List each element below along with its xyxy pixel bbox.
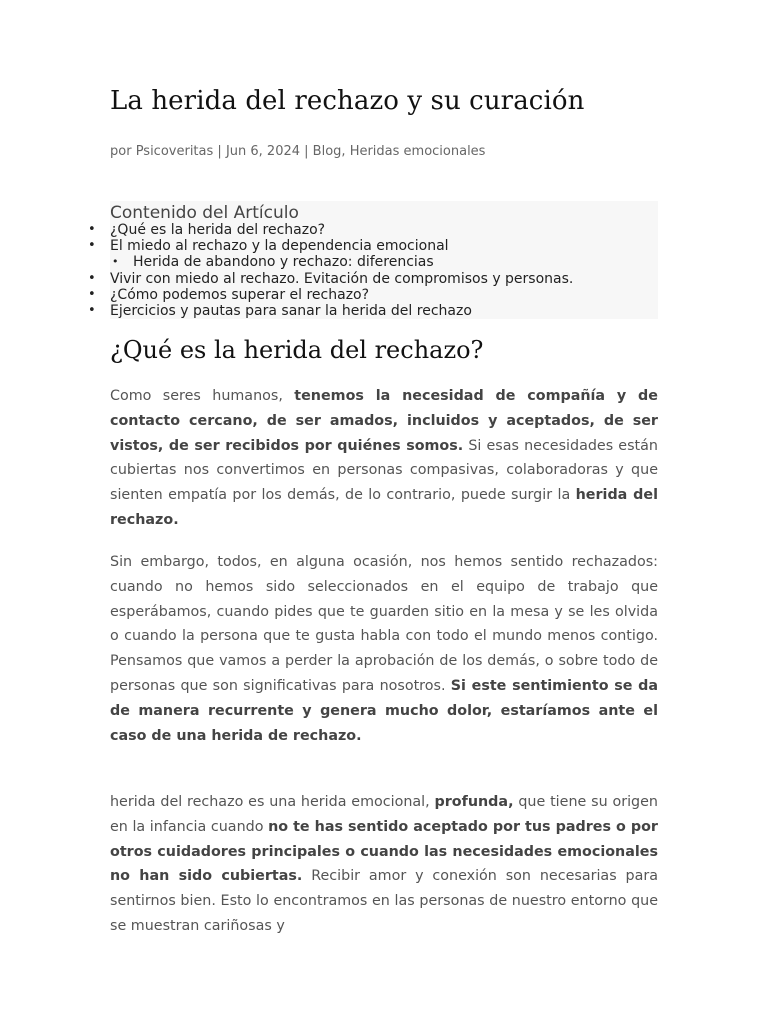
toc-subitem[interactable]: • Herida de abandono y rechazo: diferencias xyxy=(110,254,670,270)
section-heading: ¿Qué es la herida del rechazo? xyxy=(110,336,484,364)
table-of-contents xyxy=(110,201,658,319)
meta-separator: | xyxy=(213,144,226,159)
category-link-heridas[interactable]: Heridas emocionales xyxy=(349,144,486,159)
article-meta xyxy=(110,144,485,159)
article-title: La herida del rechazo y su curación xyxy=(110,86,585,116)
bold-text: no te has sentido aceptado por tus padres o por otros cuidadores principales o cuando las necesidades emocionales no han sido cubiertas. xyxy=(110,818,658,885)
body-text: Como seres humanos, xyxy=(110,388,295,404)
body-text: que tiene su origen en la infancia cuando xyxy=(110,794,658,835)
body-text: Sin embargo, todos, en alguna ocasión, nos hemos sentido rechazados: cuando no hemos sido seleccionados en el equipo de trabajo que esperábamos, cuando pides que te guarden sitio en la mesa y se les olvida o cuando la persona que te gusta habla con todo el mundo menos contigo. Pensamos que vamos a perder la aprobación de los demás, o sobre todo de personas que son significativas para nosotros. xyxy=(110,554,658,694)
bold-text: tenemos la necesidad de compañía y de contacto cercano, de ser amados, incluidos y aceptados, de ser vistos, de ser recibidos por quiénes somos. xyxy=(110,388,658,454)
author-link[interactable]: Psicoveritas xyxy=(135,144,214,159)
category-link-blog[interactable]: Blog xyxy=(312,144,342,159)
toc-item[interactable]: • Vivir con miedo al rechazo. Evitación de compromisos y personas. xyxy=(110,271,670,287)
body-text: Recibir amor y conexión son necesarias para sentirnos bien. Esto lo encontramos en las personas de nuestro entorno que se muestran cariñosas y xyxy=(110,868,658,934)
paragraph-clip xyxy=(110,790,658,940)
publish-date: Jun 6, 2024 xyxy=(225,144,301,159)
meta-comma: , xyxy=(341,144,350,159)
bold-text: profunda, xyxy=(434,794,514,810)
toc-list xyxy=(110,222,670,319)
body-text: Si esas necesidades están cubiertas nos convertimos en personas compasivas, colaboradoras y que sienten empatía por los demás, de lo contrario, puede surgir la xyxy=(110,437,658,504)
toc-title: Contenido del Artículo xyxy=(110,203,299,223)
bold-text: herida del rechazo. xyxy=(110,487,658,528)
toc-item[interactable]: • El miedo al rechazo y la dependencia emocional xyxy=(110,238,670,254)
body-text: herida del rechazo es una herida emocional, xyxy=(110,794,435,810)
paragraph-origin xyxy=(110,790,658,939)
meta-separator: | xyxy=(300,144,313,159)
toc-item[interactable]: • ¿Cómo podemos superar el rechazo? xyxy=(110,287,670,303)
toc-item[interactable]: • ¿Qué es la herida del rechazo? xyxy=(110,222,670,238)
meta-prefix: por xyxy=(110,144,136,159)
paragraph-rejection-examples xyxy=(110,550,658,748)
bold-text: Si este sentimiento se da de manera recurrente y genera mucho dolor, estaríamos ante el caso de una herida de rechazo. xyxy=(110,677,658,744)
toc-item[interactable]: • Ejercicios y pautas para sanar la herida del rechazo xyxy=(110,303,670,319)
paragraph-intro xyxy=(110,384,658,533)
